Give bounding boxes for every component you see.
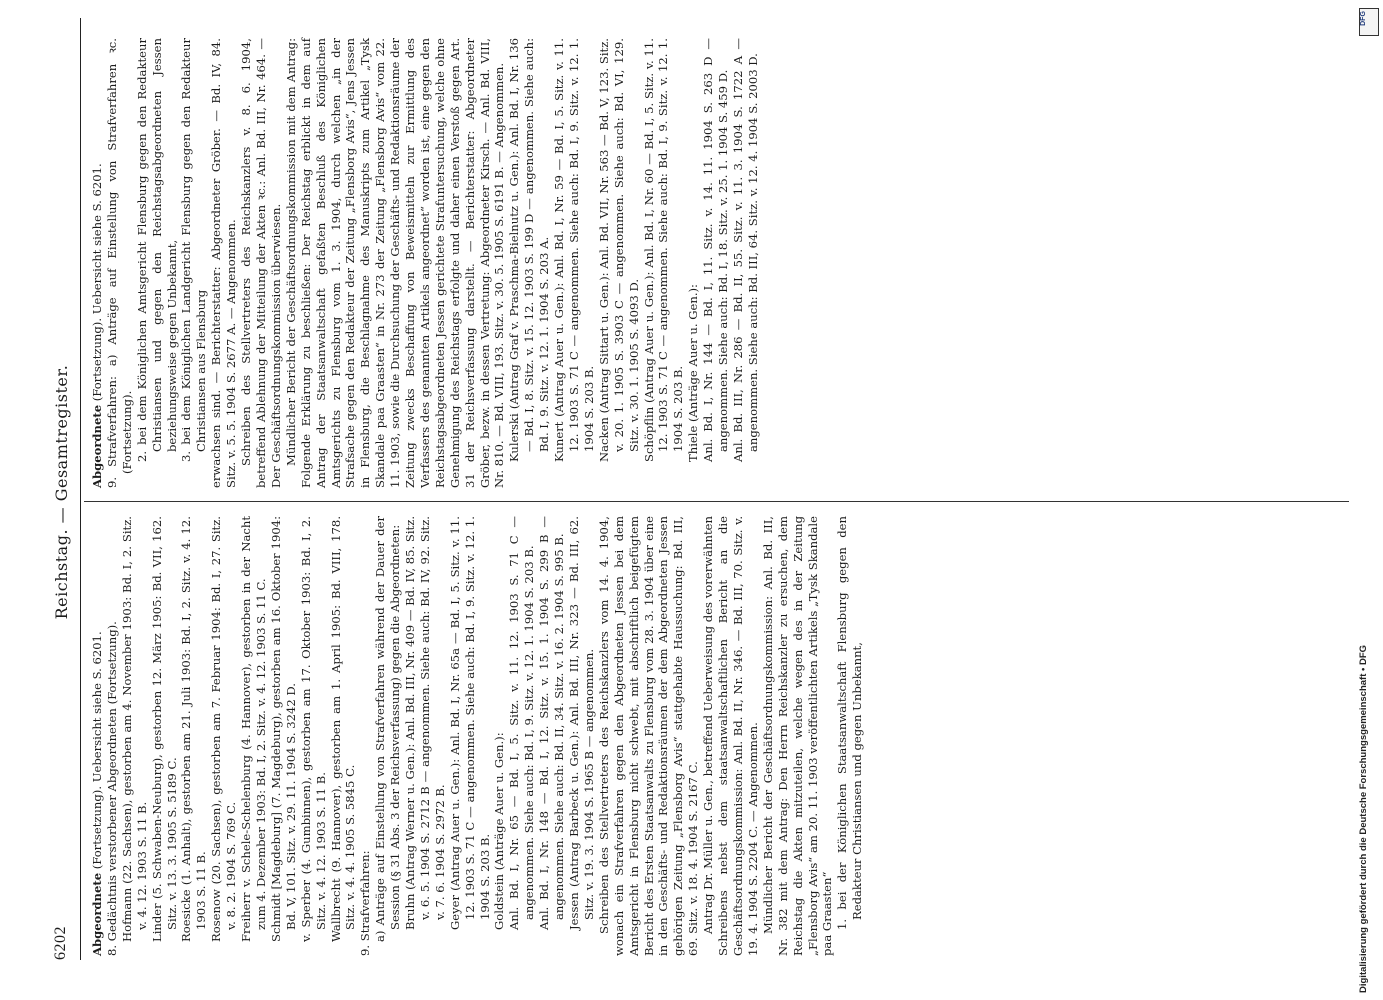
right-column-entry: Anl. Bd. I, Nr. 144 — Bd. I, 11. Sitz. v. 14. 11. 1904 S. 263 D — angenommen. Siehe auch: Bd. I, 18. Sitz. v. 25. 1. 1904 S. 459 D. xyxy=(701,38,731,462)
right-column-entry: 3. bei dem Königlichen Landgericht Flensburg gegen den Redakteur Christiansen aus Flensburg xyxy=(179,38,209,462)
left-column-entry: Roesicke (1. Anhalt), gestorben am 21. Juli 1903: Bd. I, 2. Sitz. v. 4. 12. 1903 S. 11 B. xyxy=(179,516,209,942)
left-column-entry: Abgeordnete (Fortsetzung). Uebersicht siehe S. 6201. xyxy=(90,631,104,956)
right-column-entry: 9. Strafverfahren: a) Anträge auf Einstellung von Strafverfahren ꝛc. (Fortsetzung). xyxy=(104,38,134,488)
left-column xyxy=(90,516,865,956)
left-column-entry: 9. Strafverfahren: xyxy=(358,850,373,956)
right-column-entry: Schöpflin (Antrag Auer u. Gen.): Anl. Bd. I, Nr. 60 — Bd. I, 5. Sitz. v. 11. 12. 1903 S. 71 C — angenommen. Siehe auch: Bd. I, 9. Sitz. v. 12. 1. 1904 S. 203 B. xyxy=(641,38,686,462)
right-column-entry: 2. bei dem Königlichen Amtsgericht Flensburg gegen den Redakteur Christiansen und gegen den Reichstagsabgeordneten Jessen beziehungsweise gegen Unbekannt, xyxy=(134,38,179,462)
left-column-entry: Antrag Dr. Müller u. Gen., betreffend Ueberweisung des vorerwähnten Schreibens nebst dem staatsanwaltschaftlichen Bericht an die Geschäftsordnungskommission: Anl. Bd. II, Nr. 346. — Bd. III, 70. Sitz. v. 19. 4. 1904 S. 2204 C. — Angenommen. xyxy=(701,516,760,956)
dfg-logo: DFG xyxy=(1359,8,1379,36)
left-column-entry: 1. bei der Königlichen Staatsanwaltschaft Flensburg gegen den Redakteur Christiansen und gegen Unbekannt, xyxy=(835,516,865,930)
page-header xyxy=(52,24,78,960)
right-column-entry: Nacken (Antrag Sittart u. Gen.): Anl. Bd. VII, Nr. 563 — Bd. V, 123. Sitz. v. 20. 1. 1905 S. 3903 C — angenommen. Siehe auch: Bd. VI, 129. Sitz. v. 30. 1. 1905 S. 4093 D. xyxy=(596,38,641,462)
right-column-entry: Anl. Bd. III, Nr. 286 — Bd. II, 55. Sitz. v. 11. 3. 1904 S. 1722 A — angenommen. Siehe auch: Bd. III, 64. Sitz. v. 12. 4. 1904 S. 2003 D. xyxy=(730,38,760,462)
page-title: Reichstag. — Gesamtregister. xyxy=(52,364,71,620)
right-column-entry: Mündlicher Bericht der Geschäftsordnungskommission mit dem Antrag: Folgende Erklärung zu beschließen: Der Reichstag erblickt in dem auf Antrag der Staatsanwaltschaft gefaßten Beschluß des Königlichen Amtsgerichts zu Flensburg vom 1. 3. 1904, durch welchen „in der Strafsache gegen den Redakteur der Zeitung „Flensborg Avis“, Jens Jessen in Flensburg, die Beschlagnahme des Manuskripts zum Artikel „Tysk Skandale paa Graasten“ in Nr. 273 der Zeitung „Flensborg Avis“ vom 22. 11. 1903, sowie die Durchsuchung der Geschäfts- und Redaktionsräume der Zeitung zwecks Beschaffung von Beweismitteln zur Ermittlung des Verfassers des genannten Artikels angeordnet“ worden ist, eine gegen den Reichstagsabgeordneten Jessen gerichtete Strafuntersuchung, welche ohne Genehmigung des Reichstags erfolgte und daher einen Verstoß gegen Art. 31 der Reichsverfassung darstellt. — Berichterstatter: Abgeordneter Gröber, bezw. in dessen Vertretung: Abgeordneter Kirsch. — Anl. Bd. VIII, Nr. 810. — Bd. VIII, 193. Sitz. v. 30. 5. 1905 S. 6191 B. — Angenommen. xyxy=(283,38,507,488)
left-column-entry: Bruhn (Antrag Werner u. Gen.): Anl. Bd. III, Nr. 409 — Bd. IV, 85. Sitz. v. 6. 5. 1904 S. 2712 B — angenommen. Siehe auch: Bd. IV, 92. Sitz. v. 7. 6. 1904 S. 2972 B. xyxy=(403,516,447,930)
left-column-entry: Schreiben des Stellvertreters des Reichskanzlers vom 14. 4. 1904, wonach ein Strafverfahren gegen den Abgeordneten Jessen bei dem Amtsgericht in Flensburg nicht schwebt, mit abschriftlich beigefügtem Bericht des Ersten Staatsanwalts zu Flensburg vom 28. 3. 1904 über eine in den Geschäfts- und Redaktionsräumen der dem Abgeordneten Jessen gehörigen Zeitung „Flensborg Avis“ stattgehabte Haussuchung: Bd. III, 69. Sitz. v. 18. 4. 1904 S. 2167 C. xyxy=(596,516,701,956)
left-column-entry: Geyer (Antrag Auer u. Gen.): Anl. Bd. I, Nr. 65a — Bd. I, 5. Sitz. v. 11. 12. 1903 S. 71 C — angenommen. Siehe auch: Bd. I, 9. Sitz. v. 12. 1. 1904 S. 203 B. xyxy=(447,516,492,930)
left-column-entry: a) Anträge auf Einstellung von Strafverfahren während der Dauer der Session (§ 31 Abs. 3 der Reichsverfassung) gegen die Abgeordneten: xyxy=(373,516,403,942)
right-column-entry: Kulerski (Antrag Graf v. Praschma-Bielnutz u. Gen.): Anl. Bd. I, Nr. 136 — Bd. I, 8. Sitz. v. 15. 12. 1903 S. 199 D — angenommen. Siehe auch: Bd. I, 9. Sitz. v. 12. 1. 1904 S. 203 A. xyxy=(507,38,552,462)
right-column-entry: Abgeordnete (Fortsetzung). Uebersicht siehe S. 6201. xyxy=(90,163,104,488)
left-column-entry: Anl. Bd. I, Nr. 148 — Bd. I, 12. Sitz. v. 15. 1. 1904 S. 299 B — angenommen. Siehe auch: Bd. II, 34. Sitz. v. 16. 2. 1904 S. 995 B. xyxy=(537,516,567,930)
left-column-entry: Mündlicher Bericht der Geschäftsordnungskommission: Anl. Bd. III, Nr. 382 mit dem Antrag: Den Herrn Reichskanzler zu ersuchen, dem Reichstag die Akten mitzuteilen, welche wegen des in der Zeitung „Flensborg Avis“ am 20. 11. 1903 veröffentlichten Artikels „Tysk Skandale paa Graasten“ xyxy=(760,516,835,956)
right-column-entry: Thiele (Anträge Auer u. Gen.): xyxy=(686,284,701,462)
left-column-entry: Jessen (Antrag Barbeck u. Gen.): Anl. Bd. III, Nr. 323 — Bd. III, 62. Sitz. v. 19. 3. 1904 S. 1965 B — angenommen. xyxy=(567,516,596,930)
digitization-note-text: Digitalisierung gefördert durch die Deutsche Forschungsgemeinschaft • DFG xyxy=(1358,644,1369,993)
left-column-entry: Wallbrecht (9. Hannover), gestorben am 1. April 1905: Bd. VIII, 178. Sitz. v. 4. 4. 1905 S. 5845 C. xyxy=(328,516,358,942)
right-column-entry: erwachsen sind. — Berichterstatter: Abgeordneter Gröber. — Bd. IV, 84. Sitz. v. 5. 5. 1904 S. 2677 A. — Angenommen. xyxy=(209,38,239,488)
left-column-entry: Anl. Bd. I, Nr. 65 — Bd. I, 5. Sitz. v. 11. 12. 1903 S. 71 C — angenommen. Siehe auch: Bd. I, 9. Sitz. v. 12. 1. 1904 S. 203 B. xyxy=(507,516,537,930)
header-rule xyxy=(80,18,81,960)
column-divider xyxy=(84,501,1349,502)
page-number: 6202 xyxy=(52,926,69,960)
right-column-entry: Kunert (Antrag Auer u. Gen.): Anl. Bd. I, Nr. 59 — Bd. I, 5. Sitz. v. 11. 12. 1903 S. 71 C — angenommen. Siehe auch: Bd. I, 9. Sitz. v. 12. 1. 1904 S. 203 B. xyxy=(552,38,596,462)
left-column-entry: Freiherr v. Schele-Schelenburg (4. Hannover), gestorben in der Nacht zum 4. Dezember 1903: Bd. I, 2. Sitz. v. 4. 12. 1903 S. 11 C. xyxy=(239,516,268,942)
left-column-entry: 8. Gedächtnis verstorbener Abgeordneten (Fortsetzung). xyxy=(104,621,119,956)
digitization-note xyxy=(1356,8,1376,998)
left-column-entry: Rosenow (20. Sachsen), gestorben am 7. Februar 1904: Bd. I, 27. Sitz. v. 8. 2. 1904 S. 769 C. xyxy=(209,516,239,942)
left-column-entry: v. Sperber (4. Gumbinnen), gestorben am 17. Oktober 1903: Bd. I, 2. Sitz. v. 4. 12. 1903 S. 11 B. xyxy=(298,516,328,942)
left-column-entry: Goldstein (Anträge Auer u. Gen.): xyxy=(492,732,507,930)
left-column-entry: Schmidt [Magdeburg] (7. Magdeburg), gestorben am 16. Oktober 1904: Bd. V, 101. Sitz. v. 29. 11. 1904 S. 3242 D. xyxy=(268,516,298,942)
right-column xyxy=(90,38,761,488)
left-column-entry: Hofmann (22. Sachsen), gestorben am 4. November 1903: Bd. I, 2. Sitz. v. 4. 12. 1903 S. 11 B. xyxy=(119,516,149,942)
left-column-entry: Linder (5. Schwaben-Neuburg), gestorben 12. März 1905: Bd. VII, 162. Sitz. v. 13. 3. 1905 S. 5189 C. xyxy=(149,516,179,942)
right-column-entry: Schreiben des Stellvertreters des Reichskanzlers v. 8. 6. 1904, betreffend Ablehnung der Mitteilung der Akten ꝛc.: Anl. Bd. III, Nr. 464. — Der Geschäftsordnungskommission überwiesen. xyxy=(239,38,283,488)
